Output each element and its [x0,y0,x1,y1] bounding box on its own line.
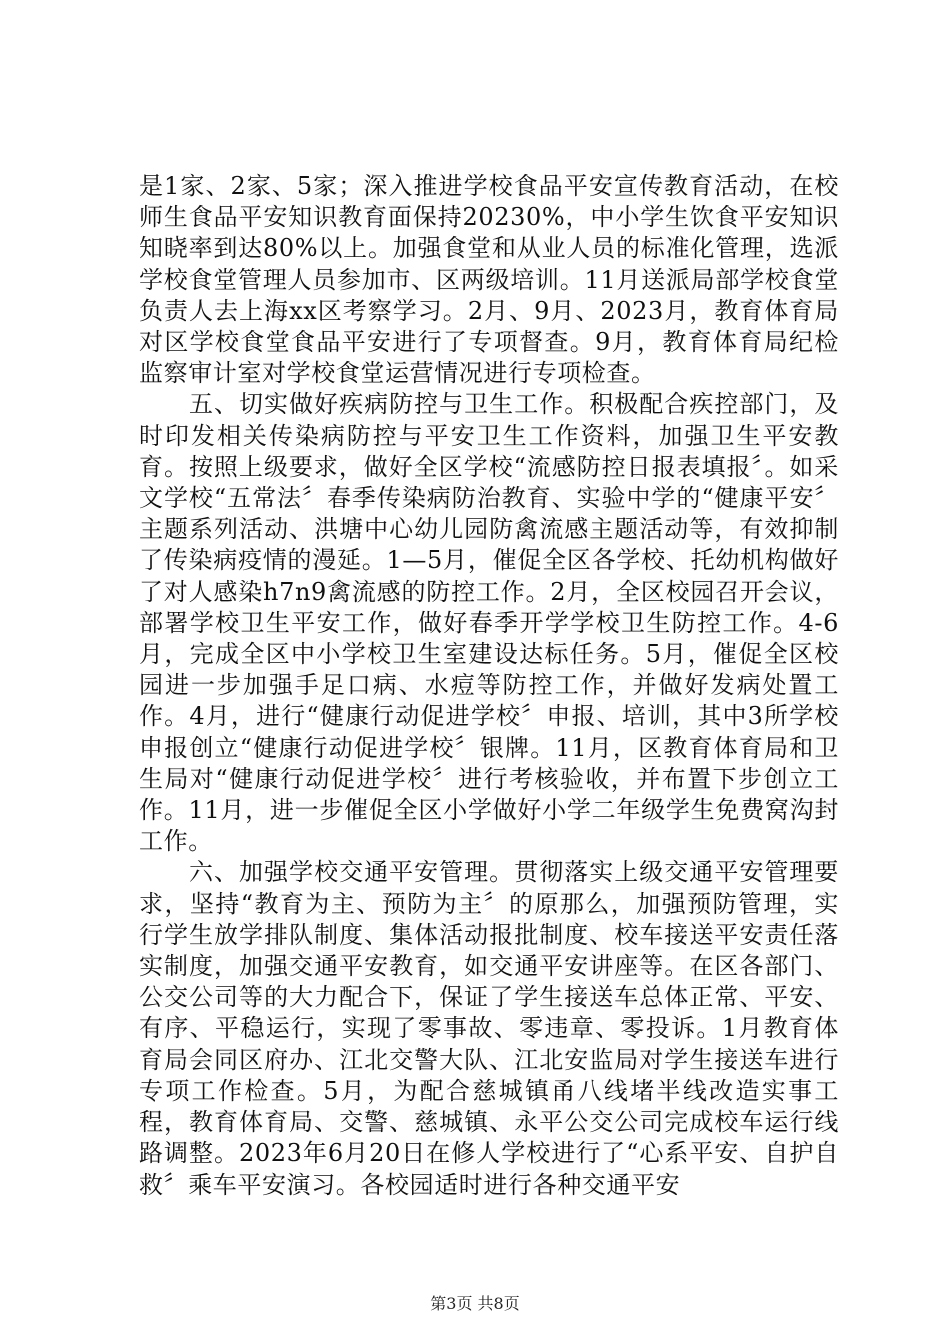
document-body [139,171,839,1201]
paragraph-disease-control: 五、切实做好疾病防控与卫生工作。积极配合疾控部门，及时印发相关传染病防控与平安卫生工作资料，加强卫生平安教育。按照上级要求，做好全区学校“流感防控日报表填报〞。如采文学校“五常法〞春季传染病防治教育、实验中学的“健康平安〞主题系列活动、洪塘中心幼儿园防禽流感主题活动等，有效抑制了传染病疫情的漫延。1—5月，催促全区各学校、托幼机构做好了对人感染h7n9禽流感的防控工作。2月，全区校园召开会议，部署学校卫生平安工作，做好春季开学学校卫生防控工作。4-6月，完成全区中小学校卫生室建设达标任务。5月，催促全区校园进一步加强手足口病、水痘等防控工作，并做好发病处置工作。4月，进行“健康行动促进学校〞申报、培训，其中3所学校申报创立“健康行动促进学校〞银牌。11月，区教育体育局和卫生局对“健康行动促进学校〞进行考核验收，并布置下步创立工作。11月，进一步催促全区小学做好小学二年级学生免费窝沟封工作。 [139,390,839,856]
paragraph-traffic-safety: 六、加强学校交通平安管理。贯彻落实上级交通平安管理要求，坚持“教育为主、预防为主〞的原那么，加强预防管理，实行学生放学排队制度、集体活动报批制度、校车接送平安责任落实制度，加强交通平安教育，如交通平安讲座等。在区各部门、公交公司等的大力配合下，保证了学生接送车总体正常、平安、有序、平稳运行，实现了零事故、零违章、零投诉。1月教育体育局会同区府办、江北交警大队、江北安监局对学生接送车进行专项工作检查。5月，为配合慈城镇甬八线堵半线改造实事工程，教育体育局、交警、慈城镇、永平公交公司完成校车运行线路调整。2023年6月20日在修人学校进行了“心系平安、自护自救〞乘车平安演习。各校园适时进行各种交通平安 [139,858,839,1199]
paragraph-food-safety-continued: 是1家、2家、5家；深入推进学校食品平安宣传教育活动，在校师生食品平安知识教育面保持20230%，中小学生饮食平安知识知晓率到达80%以上。加强食堂和从业人员的标准化管理，选派学校食堂管理人员参加市、区两级培训。11月送派局部学校食堂负责人去上海xx区考察学习。2月、9月、2023月，教育体育局对区学校食堂食品平安进行了专项督查。9月，教育体育局纪检监察审计室对学校食堂运营情况进行专项检查。 [139,172,839,388]
page-number-footer: 第3页 共8页 [430,1294,520,1313]
